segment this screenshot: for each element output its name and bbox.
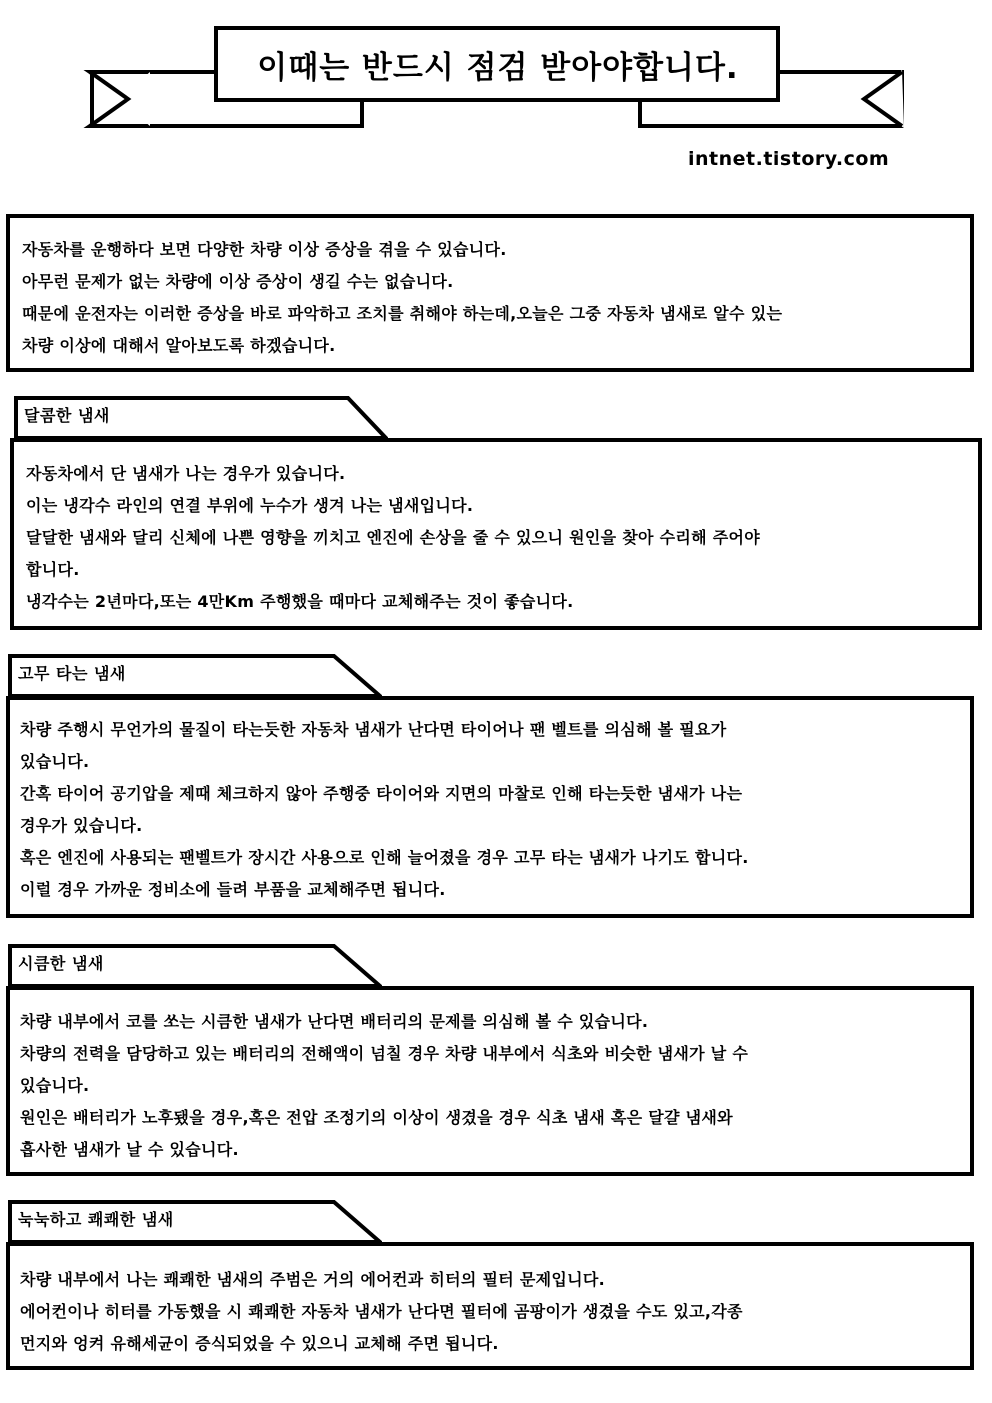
section-box bbox=[10, 438, 982, 630]
section-heading-tab bbox=[8, 1200, 382, 1244]
intro-box bbox=[6, 214, 974, 372]
section-line: 있습니다. bbox=[20, 1076, 90, 1095]
section-heading-tab bbox=[8, 654, 382, 698]
section-line: 합니다. bbox=[26, 560, 80, 579]
section-line: 이는 냉각수 라인의 연결 부위에 누수가 생겨 나는 냄새입니다. bbox=[26, 496, 474, 515]
section-line: 이럴 경우 가까운 정비소에 들려 부품을 교체해주면 됩니다. bbox=[20, 880, 446, 899]
section-line: 있습니다. bbox=[20, 752, 90, 771]
page-title: 이때는 반드시 점검 받아야합니다. bbox=[257, 49, 739, 86]
section-box bbox=[6, 1242, 974, 1370]
section-line: 경우가 있습니다. bbox=[20, 816, 143, 835]
section-heading: 달콤한 냄새 bbox=[24, 406, 110, 425]
section-line: 차량 내부에서 나는 쾌쾌한 냄새의 주범은 거의 에어컨과 히터의 필터 문제입니다. bbox=[20, 1270, 606, 1289]
section-box bbox=[6, 986, 974, 1176]
section-line: 흡사한 냄새가 날 수 있습니다. bbox=[20, 1140, 239, 1159]
section-line: 달달한 냄새와 달리 신체에 나쁜 영향을 끼치고 엔진에 손상을 줄 수 있으니 원인을 찾아 수리해 주어야 bbox=[26, 528, 761, 547]
section-line: 먼지와 엉켜 유해세균이 증식되었을 수 있으니 교체해 주면 됩니다. bbox=[20, 1334, 499, 1353]
intro-line: 아무런 문제가 없는 차량에 이상 증상이 생길 수는 없습니다. bbox=[22, 272, 454, 291]
section-line: 혹은 엔진에 사용되는 팬벨트가 장시간 사용으로 인해 늘어졌을 경우 고무 타는 냄새가 나기도 합니다. bbox=[20, 848, 749, 867]
section-heading-tab bbox=[8, 944, 382, 988]
intro-line: 자동차를 운행하다 보면 다양한 차량 이상 증상을 겪을 수 있습니다. bbox=[22, 240, 507, 259]
intro-line: 차량 이상에 대해서 알아보도록 하겠습니다. bbox=[22, 336, 336, 355]
section-line: 자동차에서 단 냄새가 나는 경우가 있습니다. bbox=[26, 464, 346, 483]
section-heading: 눅눅하고 쾌쾌한 냄새 bbox=[18, 1210, 174, 1229]
intro-line: 때문에 운전자는 이러한 증상을 바로 파악하고 조치를 취해야 하는데,오늘은 그중 자동차 냄새로 알수 있는 bbox=[22, 304, 783, 323]
section-line: 간혹 타이어 공기압을 제때 체크하지 않아 주행중 타이어와 지면의 마찰로 인해 타는듯한 냄새가 나는 bbox=[20, 784, 743, 803]
section-line: 냉각수는 2년마다,또는 4만Km 주행했을 때마다 교체해주는 것이 좋습니다. bbox=[26, 592, 574, 611]
section-heading: 고무 타는 냄새 bbox=[18, 664, 126, 683]
site-url: intnet.tistory.com bbox=[688, 148, 890, 170]
section-box bbox=[6, 696, 974, 918]
section-line: 원인은 배터리가 노후됐을 경우,혹은 전압 조정기의 이상이 생겼을 경우 식초 냄새 혹은 달걀 냄새와 bbox=[20, 1108, 733, 1127]
section-line: 차량의 전력을 담당하고 있는 배터리의 전해액이 넘칠 경우 차량 내부에서 식초와 비슷한 냄새가 날 수 bbox=[20, 1044, 749, 1063]
section-heading-tab bbox=[14, 396, 388, 440]
section-line: 에어컨이나 히터를 가동했을 시 쾌쾌한 자동차 냄새가 난다면 필터에 곰팡이가 생겼을 수도 있고,각종 bbox=[20, 1302, 743, 1321]
section-line: 차량 주행시 무언가의 물질이 타는듯한 자동차 냄새가 난다면 타이어나 팬 벨트를 의심해 볼 필요가 bbox=[20, 720, 727, 739]
section-heading: 시큼한 냄새 bbox=[18, 954, 104, 973]
section-line: 차량 내부에서 코를 쏘는 시큼한 냄새가 난다면 배터리의 문제를 의심해 볼 수 있습니다. bbox=[20, 1012, 649, 1031]
